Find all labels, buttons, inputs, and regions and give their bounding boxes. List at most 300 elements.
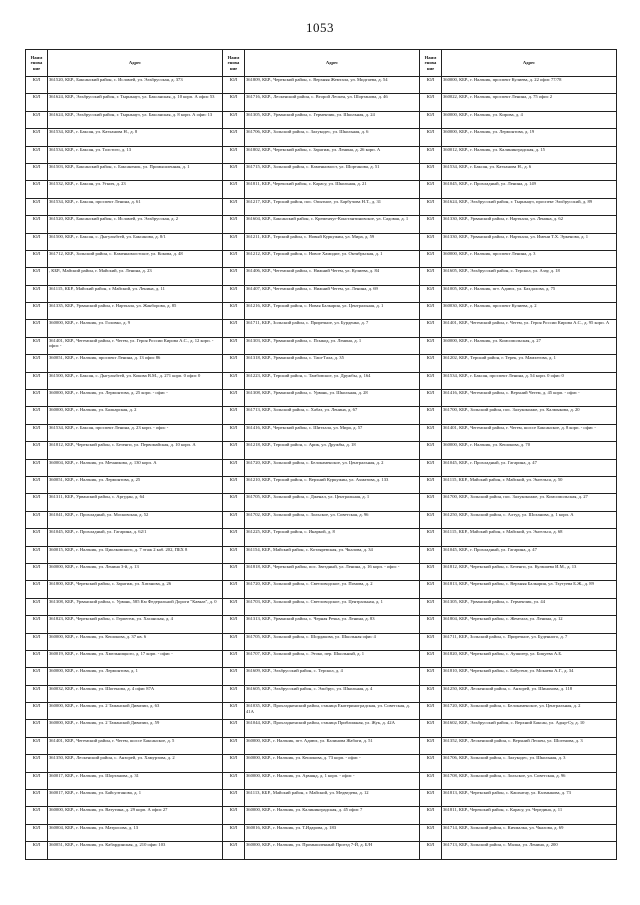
address-cell: 361711, КБР., Зольский район, с. Приречное, ул. Буденного, д. 7 <box>442 633 617 650</box>
address-cell: 361811, КБР., Черекский район, с. Карасу, ул. Школьная, д. 21 <box>245 181 420 198</box>
table-row <box>26 598 617 615</box>
address-cell: 361605, КБР., Эльбрусский район, с. Терскол, ул. Азау, д. 18 <box>442 268 617 285</box>
address-cell: 360000, КБР., г. Нальчик, ул. Лермонтова, д. 19 <box>442 129 617 146</box>
address-cell: 361818, КБР., Черекский район, пос. Звездный, ул. Ленина, д. 16 корп. - офис - <box>245 563 420 580</box>
address-cell: 360051, КБР., г. Нальчик, проспект Ленина, д. 13 офис 86 <box>48 355 223 372</box>
entity-type-cell: ЮЛ <box>223 790 245 807</box>
address-cell: 361401, КБР., Чегемский район, г. Чегем, ул. Героя России Кирова А.С., д. 12 корп. - офис - <box>48 337 223 354</box>
address-cell: 361045, КБР., г. Прохладный, ул. Гагарина, д. 47 <box>442 546 617 563</box>
table-row <box>26 563 617 580</box>
address-cell: 360000, КБР., г. Нальчик, ул. 2 Таманской Дивизии, д. 63 <box>48 703 223 720</box>
table-row <box>26 77 617 94</box>
entity-type-cell: ЮЛ <box>26 633 48 650</box>
entity-type-cell: ЮЛ <box>223 146 245 163</box>
entity-type-cell: ЮЛ <box>420 337 442 354</box>
address-cell: 361503, КБР., Баксанский район, с. Баксаненок, ул. Промышленная, д. 1 <box>48 163 223 180</box>
address-cell: 361225, КБР., Терский район, с. Инаркой, д. 8 <box>245 529 420 546</box>
entity-type-cell: ЮЛ <box>223 563 245 580</box>
address-cell: 361217, КБР., Терский район, пос. Опытное, ул. Барбучова Н.Т., д. 31 <box>245 198 420 215</box>
address-cell: 360004, КБР., г. Нальчик, ул. Мечникова, д. 130 корп. А <box>48 459 223 476</box>
address-cell: 361708, КБР., Зольский район, с. Зольское, ул. Советская, д. 96 <box>442 772 617 789</box>
table-row <box>26 790 617 807</box>
address-cell: 361401, КБР., Чегемский район, г. Чегем, шоссе Баксанское, д. 5 <box>48 737 223 754</box>
entity-type-cell: ЮЛ <box>26 842 48 859</box>
address-cell: 361605, КБР., Эльбрусский район, с. Эльбрус, ул. Школьная, д. 4 <box>245 685 420 702</box>
address-cell: 361115, КБР., Майский район, г. Майский, ул. Ленина, д. 11 <box>48 285 223 302</box>
column-header-address: Адрес <box>245 50 420 77</box>
entity-type-cell: ЮЛ <box>420 459 442 476</box>
address-cell: 361809, КБР., Черекский район, с. Верхняя Жемтала, ул. Мидгаева, д. 54 <box>245 77 420 94</box>
address-cell: 360000, КБР., г. Нальчик, ул. Кешокова, д. 73 корп. - офис - <box>245 755 420 772</box>
address-cell: 361044, КБР., Прохладненский район, станица Приближная, ул. Жук, д. 42А <box>245 720 420 737</box>
address-cell: 361810, КБР., Черекский район, с. Бабугент, ул. Мокаева А.Г., д. 34 <box>442 668 617 685</box>
table-row <box>26 285 617 302</box>
address-cell: 361045, КБР., г. Прохладный, ул. Гагарина, д. 62/1 <box>48 529 223 546</box>
entity-type-cell: ЮЛ <box>420 111 442 128</box>
table-row <box>26 320 617 337</box>
address-cell: 360000, КБР., г. Нальчик, ул. Ватутина, д. 29 корп. А офис 27 <box>48 807 223 824</box>
table-row <box>26 755 617 772</box>
entity-type-cell: ЮЛ <box>420 303 442 320</box>
entity-type-cell: ЮЛ <box>223 250 245 267</box>
address-cell: 361406, КБР., Чегемский район, с. Нижний Чегем, ул. Кулиева, д. 84 <box>245 268 420 285</box>
address-cell: 361113, КБР., Майский район, г. Майский, ул. Медведева, д. 12 <box>245 790 420 807</box>
table-row <box>26 94 617 111</box>
entity-type-cell: ЮЛ <box>223 372 245 389</box>
address-cell: 361500, КБР., г. Баксан, с. Дыгулыбгей, ул. Кокова В.М., д. 271 корп. 0 офис 0 <box>48 372 223 389</box>
table-row <box>26 111 617 128</box>
address-cell: 361706, КБР., Зольский район, с. Залукодес, ул. Школьная, д. 3 <box>442 755 617 772</box>
address-cell: 360000, КБР., г. Нальчик, ул. 2 Таманской Дивизии, д. 59 <box>48 720 223 737</box>
entity-type-cell: ЮЛ <box>223 216 245 233</box>
entity-type-cell: ЮЛ <box>223 581 245 598</box>
address-cell: 361812, КБР., Черекский район, с. Безенги, ул. Первомайская, д. 10 корп. А <box>48 442 223 459</box>
entity-type-cell: ЮЛ <box>26 546 48 563</box>
entity-type-cell: ЮЛ <box>26 807 48 824</box>
entity-type-cell: ЮЛ <box>26 703 48 720</box>
table-row <box>26 129 617 146</box>
address-cell: 361703, КБР., Зольский район, с. Светловодское, ул. Центральная, д. 1 <box>245 598 420 615</box>
address-cell: 361711, КБР., Зольский район, с. Приречное, ул. Бурденко, д. 7 <box>245 320 420 337</box>
address-cell: 361335, КБР., Урванский район, г. Нарткала, ул. Жанборова, д. 85 <box>48 303 223 320</box>
entity-type-cell: ЮЛ <box>223 268 245 285</box>
entity-type-cell: ЮЛ <box>223 737 245 754</box>
entity-type-cell: ЮЛ <box>26 111 48 128</box>
address-cell: 361715, КБР., Зольский район, с. Каменномост, ул. Шортанова, д. 51 <box>245 163 420 180</box>
address-cell: 361330, КБР., Урванский район, г. Нарткала, ул. Ленина, д. 62 <box>442 216 617 233</box>
entity-type-cell: ЮЛ <box>223 285 245 302</box>
entity-type-cell: ЮЛ <box>420 668 442 685</box>
address-cell: 361800, КБР., Черекский район, с. Зарагиж, ул. Хатанова, д. 26 <box>48 581 223 598</box>
address-cell: 361218, КБР., Терский район, с. Арик, ул. Дружбы, д. 18 <box>245 442 420 459</box>
entity-type-cell: ЮЛ <box>26 233 48 250</box>
entity-type-cell: ЮЛ <box>223 546 245 563</box>
address-cell: 360000, КБР., г. Нальчик, ул. Головко, д. 9 <box>48 320 223 337</box>
table-row <box>26 650 617 667</box>
entity-type-cell: ЮЛ <box>420 650 442 667</box>
entity-type-cell: ЮЛ <box>420 355 442 372</box>
address-cell: 361705, КБР., Зольский район, с. Дженал, ул. Центральная, д. 1 <box>245 494 420 511</box>
address-cell: 360000, КБР., г. Нальчик, ул. Лермонтова, д. 25 корп. - офис - <box>48 390 223 407</box>
address-cell: 361041, КБР., г. Прохладный, ул. Московская, д. 52 <box>48 511 223 528</box>
table-row <box>26 737 617 754</box>
entity-type-cell: ЮЛ <box>223 511 245 528</box>
entity-type-cell: ЮЛ <box>223 94 245 111</box>
entity-type-cell: ЮЛ <box>26 511 48 528</box>
entity-type-cell: ЮЛ <box>26 285 48 302</box>
address-cell: 361706, КБР., Зольский район, с. Залукодес, ул. Школьная, д. 6 <box>245 129 420 146</box>
entity-type-cell: ЮЛ <box>223 111 245 128</box>
address-cell: 360015, КБР., г. Нальчик, ул. Циолковского, д. 7 этаж 2 каб. 202, ПБХ 8 <box>48 546 223 563</box>
entity-type-cell: ЮЛ <box>420 476 442 493</box>
entity-type-cell: ЮЛ <box>223 233 245 250</box>
entity-type-cell: ЮЛ <box>420 772 442 789</box>
address-cell: 361115, КБР., Майский район, г. Майский, ул. Энгельса, д. 68 <box>442 529 617 546</box>
address-cell: 361045, КБР., г. Прохладный, ул. Гагарина, д. 47 <box>442 459 617 476</box>
address-cell: 360017, КБР., г. Нальчик, ул. Шортанова, д. 31 <box>48 772 223 789</box>
address-cell: 360000, КБР., г. Нальчик, ул. Ленина 3-й, д. 13 <box>48 563 223 580</box>
entity-type-cell: ЮЛ <box>26 198 48 215</box>
table-row <box>26 703 617 720</box>
address-cell: 361308, КБР., Урванский район, с. Урвань, ул. Школьная, д. 28 <box>245 390 420 407</box>
address-cell: 360051, КБР., г. Нальчик, ул. Лермонтова, д. 25 <box>48 476 223 493</box>
entity-type-cell: ЮЛ <box>26 442 48 459</box>
entity-type-cell: ЮЛ <box>26 650 48 667</box>
address-cell: 360000, КБР., г. Нальчик, ул. Промышленный Проезд 7-Й, д. Б/Н <box>245 842 420 859</box>
table-row <box>26 494 617 511</box>
entity-type-cell: ЮЛ <box>420 233 442 250</box>
table-body <box>26 77 617 860</box>
address-cell: 361812, КБР., Черекский район, с. Безенги, ул. Кульчаева И.М., д. 13 <box>442 563 617 580</box>
address-cell: 361534, КБР., г. Баксан, ул. Толстого, д. 13 <box>48 146 223 163</box>
address-cell: 361534, КБР., г. Баксан, ул. Катханова Н., д. 8 <box>48 129 223 146</box>
entity-type-cell: ЮЛ <box>223 303 245 320</box>
entity-type-cell: ЮЛ <box>26 390 48 407</box>
address-cell: 361045, КБР., г. Прохладный, ул. Ленина, д. 149 <box>442 181 617 198</box>
address-cell: 361624, КБР., Эльбрусский район, г. Тырныауз, проспект Эльбрусский, д. 89 <box>442 198 617 215</box>
entity-type-cell: ЮЛ <box>420 494 442 511</box>
table-row <box>26 424 617 441</box>
table-row <box>26 233 617 250</box>
entity-type-cell: ЮЛ <box>26 146 48 163</box>
address-cell: 361210, КБР., Терский район, с. Верхний Куркужин, ул. Ахматова, д. 133 <box>245 476 420 493</box>
entity-type-cell: ЮЛ <box>223 181 245 198</box>
entity-type-cell: ЮЛ <box>420 511 442 528</box>
entity-type-cell: ЮЛ <box>26 529 48 546</box>
entity-type-cell: ЮЛ <box>26 720 48 737</box>
address-cell: 360000, КБР., г. Нальчик, ул. Калининградская, д. 45 офис 7 <box>245 807 420 824</box>
address-cell: 360000, КБР., г. Нальчик, проспект Кулиева, д. 22 офис 77/78 <box>442 77 617 94</box>
address-cell: 361532, КБР., г. Баксан, ул. Угнич, д. 23 <box>48 181 223 198</box>
address-cell: 361154, КБР., Майский район, с. Котляревская, ул. Чкалова, д. 34 <box>245 546 420 563</box>
table-row <box>26 268 617 285</box>
address-cell: 361318, КБР., Урванский район, с. Таш-Тала, д. 35 <box>245 355 420 372</box>
address-cell: 361500, КБР., г. Баксан, с. Дыгулыбгей, ул. Баксанова, д. 8/1 <box>48 233 223 250</box>
address-cell: 361604, КБР., Баксанский район, с. Кременчуг-Константиновское, ул. Садовая, д. 1 <box>245 216 420 233</box>
address-cell: 360016, КБР., г. Нальчик, ул. Т.Идарова, д. 183 <box>245 824 420 841</box>
entity-type-cell: ЮЛ <box>26 181 48 198</box>
table-row <box>26 459 617 476</box>
address-cell: 361713, КБР., Зольский район, с. Хабаз, ул. Ленина, д. 67 <box>245 407 420 424</box>
address-cell: 361823, КБР., Черекский район, с. Герпегеж, ул. Хасанская, д. 4 <box>48 616 223 633</box>
address-cell: 361534, КБР., г. Баксан, проспект Ленина, д. 54 корп. 0 офис 0 <box>442 372 617 389</box>
address-cell: 360051, КБР., г. Нальчик, ул. Кабардинская, д. 210 офис 103 <box>48 842 223 859</box>
address-cell: 360019, КБР., г. Нальчик, ул. Хмельницкого, д. 17 корп. - офис - <box>48 650 223 667</box>
address-cell: 361602, КБР., Эльбрусский район, с. Верхний Баксан, ул. Адыр-Су, д. 10 <box>442 720 617 737</box>
entity-type-cell: ЮЛ <box>223 755 245 772</box>
entity-type-cell: ЮЛ <box>420 720 442 737</box>
address-cell: 361707, КБР., Зольский район, с. Этоко, пер. Школьный, д. 1 <box>245 650 420 667</box>
table-row <box>26 163 617 180</box>
address-cell: 360000, КБР., г. Нальчик, ул. Балкарская, д. 2 <box>48 407 223 424</box>
address-cell: 361720, КБР., Зольский район, с. Светловодское, ул. Помова, д. 2 <box>245 581 420 598</box>
entity-type-cell: ЮЛ <box>223 494 245 511</box>
entity-type-cell: ЮЛ <box>420 807 442 824</box>
entity-type-cell: ЮЛ <box>420 824 442 841</box>
table-row <box>26 476 617 493</box>
table-row <box>26 216 617 233</box>
page-number: 1053 <box>306 20 334 35</box>
column-header-address: Адрес <box>48 50 223 77</box>
address-cell: 361534, КБР., г. Баксан, проспект Ленина, д. 61 <box>48 198 223 215</box>
address-cell: 361416, КБР., Черекский район, с. Шитхала, ул. Мира, д. 57 <box>245 424 420 441</box>
address-cell: 361311, КБР., Урванский район, с. Аргудан, д. 64 <box>48 494 223 511</box>
address-cell: 361313, КБР., Урванский район, с. Черная Речка, ул. Ленина, д. 83 <box>245 616 420 633</box>
address-cell: 361720, КБР., Зольский район, с. Белокаменское, ул. Центральная, д. 2 <box>245 459 420 476</box>
address-cell: 361802, КБР., Черекский район, с. Зарагиж, ул. Ленина, д. 26 корп. А <box>245 146 420 163</box>
entity-type-cell: ЮЛ <box>223 476 245 493</box>
entity-type-cell: ЮЛ <box>420 268 442 285</box>
address-cell: 361350, КБР., Лескенский район, с. Анзорей, ул. Хамурзова, д. 2 <box>48 755 223 772</box>
address-cell: 360000, КБР., г. Нальчик, ул. Кешокова, д. 37 кв. 6 <box>48 633 223 650</box>
address-cell: 361609, КБР., Эльбрусский район, с. Терскол, д. 4 <box>245 668 420 685</box>
address-cell: 360000, КБР., г. Нальчик, ул. Комсомольская, д. 27 <box>442 337 617 354</box>
entity-type-cell: ЮЛ <box>26 355 48 372</box>
entity-type-cell: ЮЛ <box>26 320 48 337</box>
table-row <box>26 303 617 320</box>
table-row <box>26 824 617 841</box>
table-row <box>26 842 617 859</box>
address-cell: 361702, КБР., Зольский район, с. Зольское, ул. Советская, д. 96 <box>245 511 420 528</box>
address-cell: 361216, КБР., Терский район, с. Новая Балкария, ул. Центральная, д. 1 <box>245 303 420 320</box>
entity-type-cell: ЮЛ <box>26 476 48 493</box>
table-row <box>26 198 617 215</box>
entity-type-cell: ЮЛ <box>420 390 442 407</box>
address-cell: 361713, КБР., Зольский район, с. Малка, ул. Ленина, д. 200 <box>442 842 617 859</box>
address-cell: 361005, КБР., г. Нальчик, пгт. Адиюх, ул. Бахдалова, д. 75 <box>442 285 617 302</box>
address-cell: 361624, КБР., Эльбрусский район, г. Тырныауз, ул. Баксанская, д. 10 корп. А офис 53 <box>48 94 223 111</box>
address-cell: 361714, КБР., Зольский район, с. Кичмалка, ул. Чкалова, д. 69 <box>442 824 617 841</box>
address-cell: 360000, КБР., г. Нальчик, ул. Лермонтова, д. 1 <box>48 668 223 685</box>
address-cell: 361407, КБР., Чегемский район, с. Нижний Чегем, ул. Ленина, д. 69 <box>245 285 420 302</box>
address-cell: 360000, КБР., г. Нальчик, проспект Ленина, д. 3 <box>442 250 617 267</box>
table-row <box>26 685 617 702</box>
entity-type-cell: ЮЛ <box>420 737 442 754</box>
address-cell: 360000, КБР., г. Нальчик, пгт. Адиюх, ул. Калинова Жабаги, д. 51 <box>245 737 420 754</box>
entity-type-cell: ЮЛ <box>420 407 442 424</box>
table-row <box>26 633 617 650</box>
entity-type-cell: ЮЛ <box>420 250 442 267</box>
address-cell: 361330, КБР., Урванский район, г. Нарткала, ул. Имени Т.Х. Эркенова, д. 1 <box>442 233 617 250</box>
entity-type-cell: ЮЛ <box>223 320 245 337</box>
entity-type-cell: ЮЛ <box>26 268 48 285</box>
address-cell: 361305, КБР., Урванский район, с. Герменчик, ул. 44 <box>442 598 617 615</box>
entity-type-cell: ЮЛ <box>420 163 442 180</box>
entity-type-cell: ЮЛ <box>26 737 48 754</box>
entity-type-cell: ЮЛ <box>420 616 442 633</box>
entity-type-cell: ЮЛ <box>26 337 48 354</box>
entity-type-cell: ЮЛ <box>223 650 245 667</box>
table-row <box>26 807 617 824</box>
entity-type-cell: ЮЛ <box>223 129 245 146</box>
column-header-type: Наим енова ние <box>420 50 442 77</box>
address-cell: 361303, КБР., Урванский район, с. Псыкод, ул. Ленина, д. 1 <box>245 337 420 354</box>
entity-type-cell: ЮЛ <box>223 772 245 789</box>
table-row <box>26 372 617 389</box>
entity-type-cell: ЮЛ <box>420 598 442 615</box>
address-cell: 361716, КБР., Лескенский район, с. Второй Лескен, ул. Шортанова, д. 46 <box>245 94 420 111</box>
address-cell: 361813, КБР., Черекский район, с. Кашхатау, ул. Калмыкова, д. 73 <box>442 790 617 807</box>
address-cell: 361250, КБР., Зольский район, с. Алтуд, ул. Шоханова, д. 1 корп. А <box>442 511 617 528</box>
address-cell: 361534, КБР., г. Баксан, проспект Ленина, д. 23 корп. - офис - <box>48 424 223 441</box>
table-row <box>26 529 617 546</box>
table-row <box>26 668 617 685</box>
entity-type-cell: ЮЛ <box>26 790 48 807</box>
table-header-row <box>26 50 617 77</box>
address-cell: 361705, КБР., Зольский район, с. Шордакова, ул. Школьная офис 4 <box>245 633 420 650</box>
address-cell: 361700, КБР., Зольский район, пос. Залукокоаже, ул. Комсомольская, д. 27 <box>442 494 617 511</box>
entity-type-cell: ЮЛ <box>26 824 48 841</box>
entity-type-cell: ЮЛ <box>223 198 245 215</box>
entity-type-cell: ЮЛ <box>420 755 442 772</box>
column-header-address: Адрес <box>442 50 617 77</box>
address-cell: 360000, КБР., г. Нальчик, ул. Кирова, д. 4 <box>442 111 617 128</box>
entity-type-cell: ЮЛ <box>420 703 442 720</box>
entity-type-cell: ЮЛ <box>223 442 245 459</box>
entity-type-cell: ЮЛ <box>223 529 245 546</box>
address-cell: 360032, КБР., г. Нальчик, ул. Шогенова, д. 4 офис 87А <box>48 685 223 702</box>
entity-type-cell: ЮЛ <box>26 163 48 180</box>
entity-type-cell: ЮЛ <box>26 303 48 320</box>
entity-type-cell: ЮЛ <box>26 94 48 111</box>
entity-type-cell: ЮЛ <box>420 842 442 859</box>
table-row <box>26 250 617 267</box>
address-cell: 361820, КБР., Черекский район, с. Аушигер, ул. Бицуева А.Б. <box>442 650 617 667</box>
address-cell: 361202, КБР., Терский район, г. Терек, ул. Мамхегова, д. 1 <box>442 355 617 372</box>
entity-type-cell: ЮЛ <box>420 77 442 94</box>
entity-type-cell: ЮЛ <box>223 668 245 685</box>
address-cell: 361401, КБР., Чегемский район, г. Чегем, шоссе Баксанское, д. 8 корп. - офис - <box>442 424 617 441</box>
address-cell: 361520, КБР., Баксанский район, с. Исламей, ул. Эльбрусская, д. 373 <box>48 77 223 94</box>
entity-type-cell: ЮЛ <box>420 320 442 337</box>
entity-type-cell: ЮЛ <box>223 598 245 615</box>
address-cell: 361115, КБР., Майский район, г. Майский, ул. Энгельса, д. 50 <box>442 476 617 493</box>
address-cell: 360004, КБР., г. Нальчик, ул. Матросова, д. 13 <box>48 824 223 841</box>
entity-type-cell: ЮЛ <box>420 633 442 650</box>
entity-type-cell: ЮЛ <box>26 616 48 633</box>
entity-type-cell: ЮЛ <box>420 563 442 580</box>
address-cell: 361223, КБР., Терский район, с. Тамбовское, ул. Дружбы, д. 164 <box>245 372 420 389</box>
table-row <box>26 355 617 372</box>
table-row <box>26 581 617 598</box>
entity-type-cell: ЮЛ <box>26 494 48 511</box>
entity-type-cell: ЮЛ <box>420 581 442 598</box>
address-cell: 361804, КБР., Черекский район, с. Жемтала, ул. Ленина, д. 12 <box>442 616 617 633</box>
address-cell: 361352, КБР., Лескенский район, с. Верхний Лескен, ул. Шогенова, д. 3 <box>442 737 617 754</box>
address-cell: 361520, КБР., Баксанский район, с. Исламей, ул. Эльбрусская, д. 2 <box>48 216 223 233</box>
entity-type-cell: ЮЛ <box>420 790 442 807</box>
entity-type-cell: ЮЛ <box>223 842 245 859</box>
table-row <box>26 442 617 459</box>
address-cell: 361720, КБР., Зольский район, с. Белокаменское, ул. Центральная, д. 2 <box>442 703 617 720</box>
entity-type-cell: ЮЛ <box>223 407 245 424</box>
entity-type-cell: ЮЛ <box>26 459 48 476</box>
table-row <box>26 181 617 198</box>
address-cell: 360012, КБР., г. Нальчик, ул. Калининградская, д. 15 <box>442 146 617 163</box>
address-cell: 360030, КБР., г. Нальчик, проспект Кулиева, д. 2 <box>442 303 617 320</box>
entity-type-cell: ЮЛ <box>223 424 245 441</box>
entity-type-cell: ЮЛ <box>420 685 442 702</box>
address-cell: 361811, КБР., Черекский район, с. Карасу, ул. Чередина, д. 11 <box>442 807 617 824</box>
address-cell: 361624, КБР., Эльбрусский район, г. Тырныауз, ул. Баксанская, д. 8 корп. А офис 13 <box>48 111 223 128</box>
entity-type-cell: ЮЛ <box>223 337 245 354</box>
entity-type-cell: ЮЛ <box>223 824 245 841</box>
table-row <box>26 720 617 737</box>
table-row <box>26 337 617 354</box>
entity-type-cell: ЮЛ <box>26 129 48 146</box>
entity-type-cell: ЮЛ <box>223 77 245 94</box>
address-cell: 360017, КБР., г. Нальчик, ул. Байсултанова, д. 1 <box>48 790 223 807</box>
table-row <box>26 772 617 789</box>
entity-type-cell: ЮЛ <box>420 372 442 389</box>
table-row <box>26 146 617 163</box>
entity-type-cell: ЮЛ <box>26 424 48 441</box>
table-row <box>26 390 617 407</box>
entity-type-cell: ЮЛ <box>223 459 245 476</box>
entity-type-cell: ЮЛ <box>420 285 442 302</box>
table-row <box>26 616 617 633</box>
address-cell: 360000, КБР., г. Нальчик, ул. Кешокова, д. 70 <box>442 442 617 459</box>
entity-type-cell: ЮЛ <box>420 216 442 233</box>
address-cell: 361534, КБР., г. Баксан, ул. Катханова Н., д. 6 <box>442 163 617 180</box>
address-cell: 361035, КБР., Прохладненский район, станица Екатериноградская, ул. Советская, д. 41А <box>245 703 420 720</box>
entity-type-cell: ЮЛ <box>223 720 245 737</box>
entity-type-cell: ЮЛ <box>223 163 245 180</box>
address-cell: 361712, КБР., Зольский район, с. Каменномостское, ул. Кокова, д. 48 <box>48 250 223 267</box>
entity-type-cell: ЮЛ <box>420 198 442 215</box>
address-cell: 361308, КБР., Урванский район, с. Урвань, 585 Км Федеральной Дороги "Кавказ", д. 0 <box>48 598 223 615</box>
entity-type-cell: ЮЛ <box>26 77 48 94</box>
entity-type-cell: ЮЛ <box>26 581 48 598</box>
entity-type-cell: ЮЛ <box>26 372 48 389</box>
entity-type-cell: ЮЛ <box>420 94 442 111</box>
entity-type-cell: ЮЛ <box>420 181 442 198</box>
entity-type-cell: ЮЛ <box>26 216 48 233</box>
column-header-type: Наим енова ние <box>26 50 48 77</box>
entity-type-cell: ЮЛ <box>223 616 245 633</box>
entity-type-cell: ЮЛ <box>223 633 245 650</box>
address-cell: 361211, КБР., Терский район, с. Новый Куркужин, ул. Мира, д. 59 <box>245 233 420 250</box>
entity-type-cell: ЮЛ <box>420 129 442 146</box>
entity-type-cell: ЮЛ <box>420 529 442 546</box>
entity-type-cell: ЮЛ <box>26 407 48 424</box>
address-cell: 361416, КБР., Чегемский район, с. Верхний Чегем, д. 45 корп. - офис - <box>442 390 617 407</box>
entity-type-cell: ЮЛ <box>26 685 48 702</box>
entity-type-cell: ЮЛ <box>420 424 442 441</box>
entity-type-cell: ЮЛ <box>26 598 48 615</box>
address-cell: 361700, КБР., Зольский район, пос. Залукокоаже, ул. Калмыкова, д. 20 <box>442 407 617 424</box>
column-header-type: Наим енова ние <box>223 50 245 77</box>
